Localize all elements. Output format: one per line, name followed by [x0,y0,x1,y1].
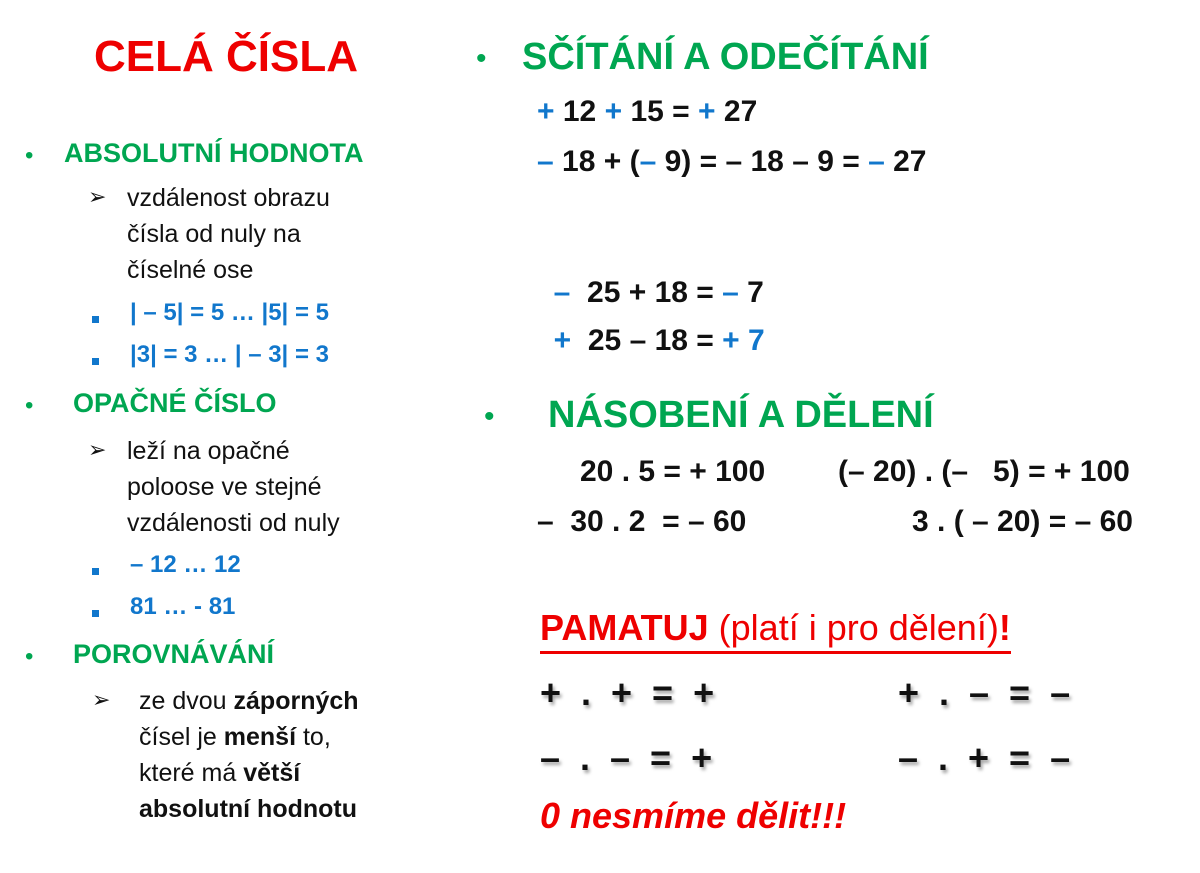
description-line: ze dvou záporných [139,687,359,715]
sign-rule: – . – = + [540,737,713,778]
description-line: čísel je menší to, [139,723,331,751]
equation-line: – 30 . 2 = – 60 [537,505,747,538]
section-heading-opposite-number: OPAČNÉ ČÍSLO [73,388,277,418]
equation-line: + 12 + 15 = + 27 [537,95,758,128]
warning-text: 0 nesmíme dělit!!! [540,795,847,836]
square-bullet-icon [92,562,99,580]
square-bullet-icon [92,352,99,370]
bullet-dot: • [25,392,34,419]
bullet-dot: • [484,400,495,433]
page-title: CELÁ ČÍSLA [94,32,358,81]
arrow-bullet-icon: ➢ [88,184,107,209]
square-bullet-icon [92,604,99,622]
remember-heading: PAMATUJ (platí i pro dělení)! [540,605,1011,654]
section-heading-addition: SČÍTÁNÍ A ODEČÍTÁNÍ [522,36,929,78]
equation-line: (– 20) . (– 5) = + 100 [838,455,1130,488]
section-heading-comparison: POROVNÁVÁNÍ [73,639,275,669]
description-line: vzdálenosti od nuly [127,509,340,537]
arrow-bullet-icon: ➢ [92,687,111,712]
example-line: 81 … - 81 [130,593,236,620]
bullet-dot: • [25,142,34,169]
section-heading-absolute-value: ABSOLUTNÍ HODNOTA [64,138,364,168]
bullet-dot: • [476,42,487,75]
sign-rule: + . – = – [898,672,1071,713]
description-line: vzdálenost obrazu [127,184,330,212]
square-bullet-icon [92,310,99,328]
example-line: – 12 … 12 [130,551,241,578]
example-line: |3| = 3 … | – 3| = 3 [130,341,329,368]
equation-line: – 25 + 18 = – 7 [553,276,764,309]
equation-line: 3 . ( – 20) = – 60 [912,505,1133,538]
sign-rule: – . + = – [898,737,1071,778]
equation-line: 20 . 5 = + 100 [580,455,766,488]
description-line: leží na opačné [127,437,290,465]
section-heading-multiplication: NÁSOBENÍ A DĚLENÍ [548,394,934,436]
description-line: číselné ose [127,256,254,284]
equation-line: + 25 – 18 = + 7 [553,324,765,357]
description-line: které má větší [139,759,301,787]
sign-rule: + . + = + [540,672,715,713]
example-line: | – 5| = 5 … |5| = 5 [130,299,329,326]
bullet-dot: • [25,643,34,670]
description-line: poloose ve stejné [127,473,322,501]
arrow-bullet-icon: ➢ [88,437,107,462]
description-line: absolutní hodnotu [139,795,358,823]
equation-line: – 18 + (– 9) = – 18 – 9 = – 27 [537,145,927,178]
description-line: čísla od nuly na [127,220,301,248]
